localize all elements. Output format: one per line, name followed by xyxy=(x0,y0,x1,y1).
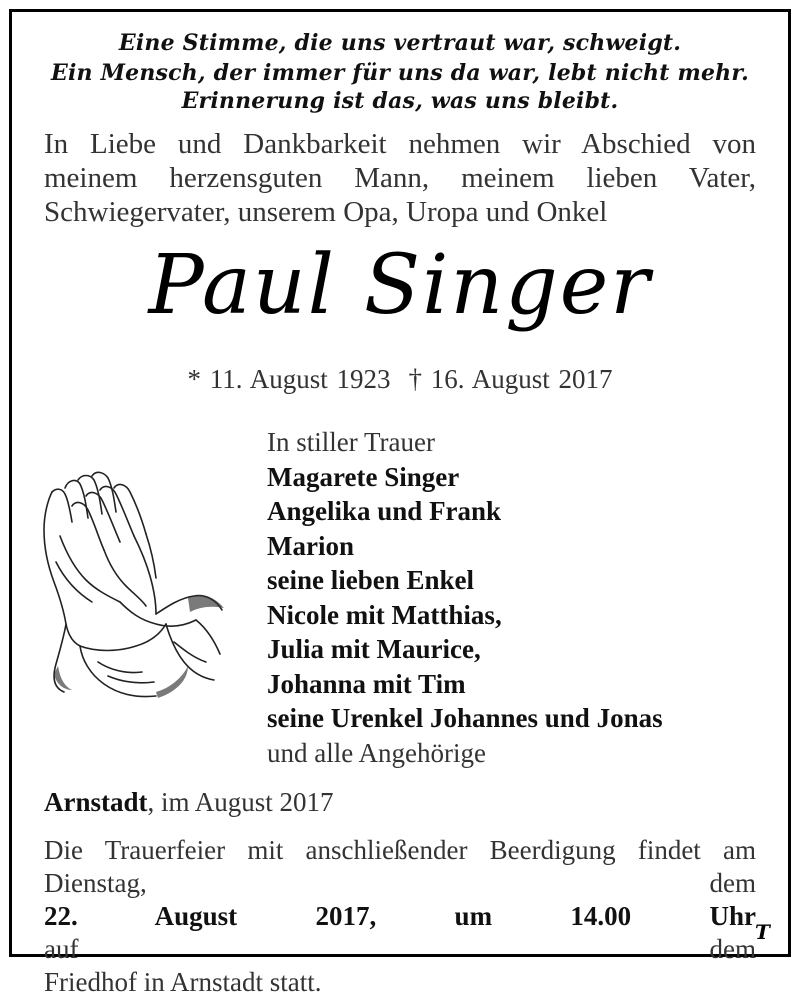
quote-line-3: Erinnerung ist das, was uns bleibt. xyxy=(181,88,619,114)
place-date: , im August 2017 xyxy=(147,787,334,817)
place-and-date xyxy=(44,787,334,818)
death-date: † 16. August 2017 xyxy=(408,364,613,394)
mourner-name: seine Urenkel Johannes und Jonas xyxy=(267,703,663,733)
mourner-name: Magarete Singer xyxy=(267,461,460,492)
intro-text xyxy=(44,127,756,229)
funeral-day: Dienstag, dem xyxy=(44,868,756,898)
place-town: Arnstadt xyxy=(44,787,148,817)
funeral-info xyxy=(44,834,756,999)
mourners-list xyxy=(267,425,663,770)
deceased-name: Paul Singer xyxy=(148,238,652,333)
publisher-mark: T xyxy=(755,920,770,944)
mourner-name: Nicole mit Matthias, xyxy=(267,599,502,630)
mourner-name: Johanna mit Tim xyxy=(267,668,466,699)
intro-line-1: In Liebe und Dankbarkeit nehmen wir Abschied von xyxy=(44,128,756,160)
funeral-line-3: Friedhof in Arnstadt statt. xyxy=(44,967,322,997)
quote-line-2: Ein Mensch, der immer für uns da war, lebt nicht mehr. xyxy=(51,60,749,86)
praying-hands-icon xyxy=(38,466,234,704)
mourner-name: Marion xyxy=(267,530,354,561)
birth-date: * 11. August 1923 xyxy=(187,364,391,394)
mourner-name: Angelika und Frank xyxy=(267,496,502,526)
mourners-heading: In stiller Trauer xyxy=(267,427,435,457)
mourner-name: seine lieben Enkel xyxy=(267,565,475,595)
intro-line-3: Schwiegervater, unserem Opa, Uropa und Onkel xyxy=(44,196,608,228)
quote-line-1: Eine Stimme, die uns vertraut war, schweigt. xyxy=(118,30,682,56)
mourner-name: Julia mit Maurice, xyxy=(267,634,481,664)
mourners-closing: und alle Angehörige xyxy=(267,737,486,768)
funeral-line-2 xyxy=(44,867,756,966)
life-dates xyxy=(0,364,800,395)
intro-line-2: meinem herzensguten Mann, meinem lieben Vater, xyxy=(44,162,756,194)
funeral-line-1: Die Trauerfeier mit anschließender Beerdigung findet am xyxy=(44,835,756,865)
funeral-datetime: 22. August 2017, um 14.00 Uhr xyxy=(44,901,756,931)
funeral-line-2-end: auf dem xyxy=(44,934,756,964)
